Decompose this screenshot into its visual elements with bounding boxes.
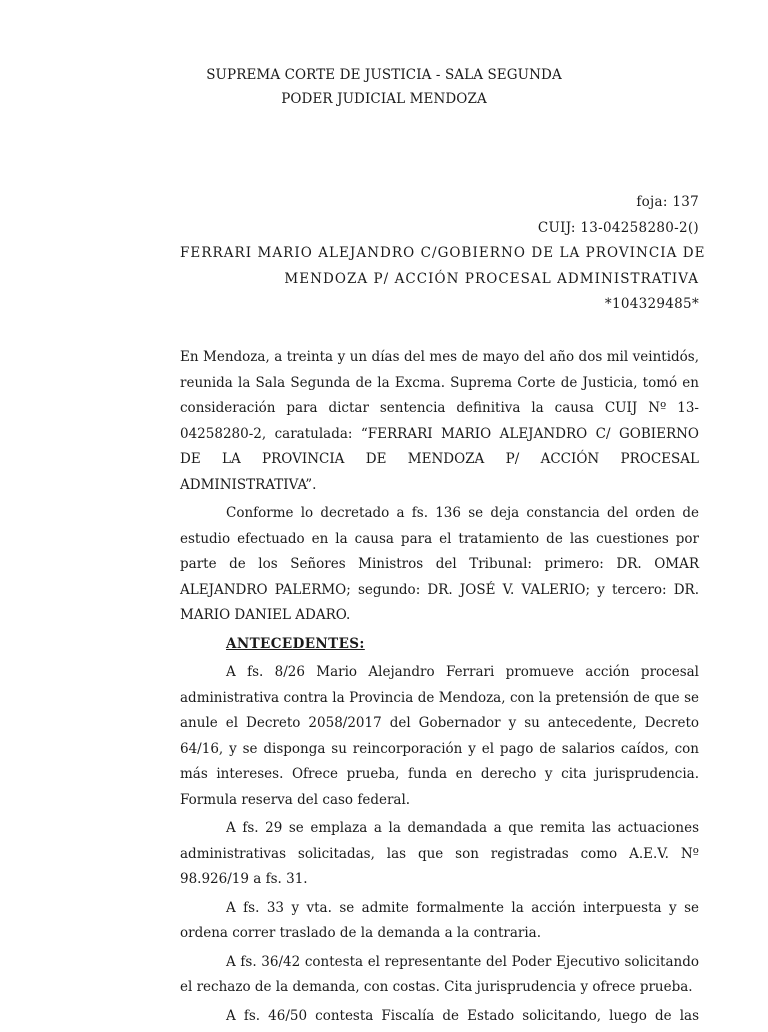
document-code: *104329485* [604, 296, 699, 312]
intro-paragraph: En Mendoza, a treinta y un días del mes de mayo del año dos mil veintidós, reunida la Sala Segunda de la Excma. Suprema Corte de Justicia, tomó en consideración para dictar sentencia definitiva la causa CUIJ Nº 13-04258280-2, caratulada: “FERRARI MARIO ALEJANDRO C/ GOBIERNO DE LA PROVINCIA DE MENDOZA P/ ACCIÓN PROCESAL ADMINISTRATIVA”. [180, 349, 699, 493]
case-title-line-1: FERRARI MARIO ALEJANDRO C/GOBIERNO DE LA PROVINCIA DE [180, 245, 706, 261]
folio-number: foja: 137 [636, 194, 699, 210]
case-caption [180, 190, 706, 318]
judicial-branch: PODER JUDICIAL MENDOZA [281, 91, 487, 107]
antecedent-paragraph-1: A fs. 8/26 Mario Alejandro Ferrari promueve acción procesal administrativa contra la Provincia de Mendoza, con la pretensión de que se anule el Decreto 2058/2017 del Gobernador y su antecedente, Decreto 64/16, y se disponga su reincorporación y el pago de salarios caídos, con más intereses. Ofrece prueba, funda en derecho y cita jurisprudencia. Formula reserva del caso federal. [180, 664, 699, 808]
study-order-paragraph: Conforme lo decretado a fs. 136 se deja constancia del orden de estudio efectuado en la causa para el tratamiento de las cuestiones por parte de los Señores Ministros del Tribunal: primero: DR. OMAR ALEJANDRO PALERMO; segundo: DR. JOSÉ V. VALERIO; y tercero: DR. MARIO DANIEL ADARO. [180, 505, 699, 623]
antecedentes-heading: ANTECEDENTES: [226, 635, 365, 652]
case-title-line-2: MENDOZA P/ ACCIÓN PROCESAL ADMINISTRATIVA [284, 270, 699, 287]
antecedent-paragraph-4: A fs. 36/42 contesta el representante del Poder Ejecutivo solicitando el rechazo de la demanda, con costas. Cita jurisprudencia y ofrece prueba. [180, 953, 699, 995]
antecedent-paragraph-2: A fs. 29 se emplaza a la demandada a que remita las actuaciones administrativas solicitadas, las que son registradas como A.E.V. Nº 98.926/19 a fs. 31. [180, 820, 699, 887]
antecedent-paragraph-3: A fs. 33 y vta. se admite formalmente la acción interpuesta y se ordena correr traslado de la demanda a la contraria. [180, 899, 699, 941]
antecedent-paragraph-5: A fs. 46/50 contesta Fiscalía de Estado solicitando, luego de las [226, 1007, 699, 1024]
court-header [0, 63, 768, 111]
case-cuij: CUIJ: 13-04258280-2() [537, 219, 699, 236]
sentence-body [180, 345, 699, 1032]
court-name: SUPREMA CORTE DE JUSTICIA - SALA SEGUNDA [206, 67, 562, 83]
